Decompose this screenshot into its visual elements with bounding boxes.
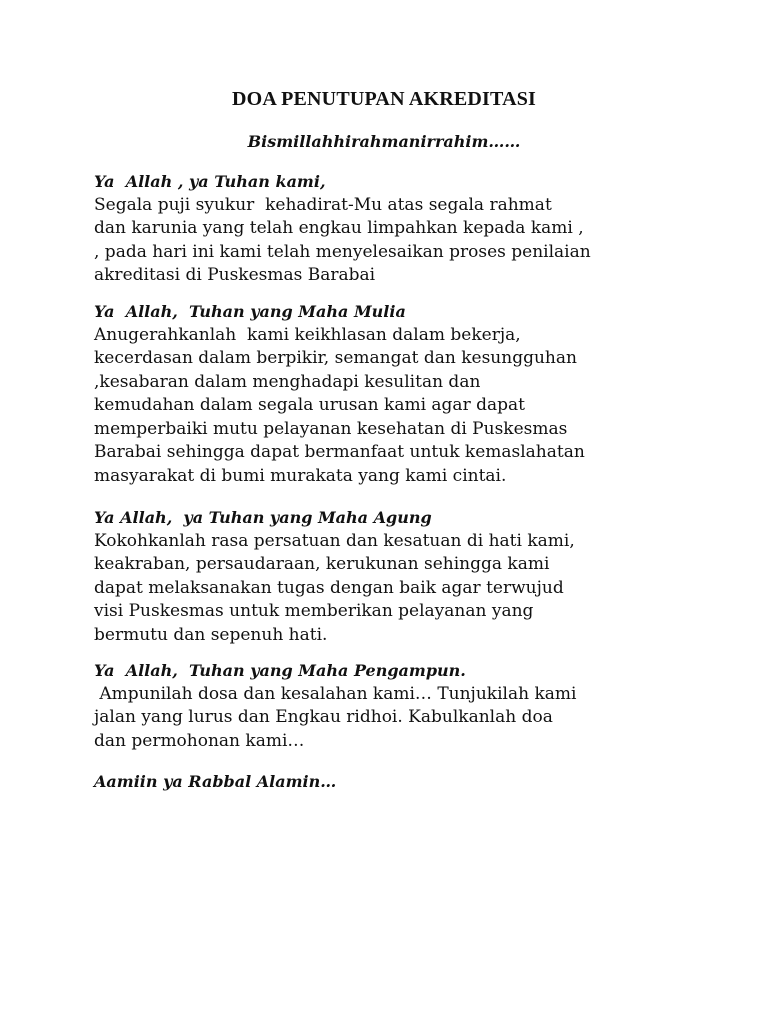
closing-amen: Aamiin ya Rabbal Alamin…	[94, 772, 337, 791]
prayer-paragraph-2	[94, 300, 714, 488]
paragraph-2-line-2: kecerdasan dalam berpikir, semangat dan kesungguhan	[94, 348, 577, 368]
paragraph-4-line-3: dan permohonan kami…	[94, 730, 305, 751]
prayer-paragraph-4	[94, 659, 714, 753]
paragraph-2-line-1: Anugerahkanlah kami keikhlasan dalam bekerja,	[94, 324, 521, 345]
prayer-paragraph-3	[94, 506, 714, 647]
paragraph-3-line-1: Kokohkanlah rasa persatuan dan kesatuan di hati kami,	[94, 530, 575, 551]
paragraph-1-line-2: dan karunia yang telah engkau limpahkan kepada kami ,	[94, 218, 584, 238]
paragraph-2-line-3: ,kesabaran dalam menghadapi kesulitan dan	[94, 371, 481, 392]
paragraph-4-heading: Ya Allah, Tuhan yang Maha Pengampun.	[94, 661, 466, 680]
paragraph-4-line-1: Ampunilah dosa dan kesalahan kami… Tunjukilah kami	[94, 683, 577, 704]
paragraph-1-line-4: akreditasi di Puskesmas Barabai	[94, 265, 376, 285]
prayer-paragraph-1	[94, 170, 714, 288]
document-title: DOA PENUTUPAN AKREDITASI	[231, 88, 537, 110]
paragraph-3-line-2: keakraban, persaudaraan, kerukunan sehingga kami	[94, 554, 550, 574]
paragraph-3-heading: Ya Allah, ya Tuhan yang Maha Agung	[94, 508, 432, 527]
paragraph-1-line-3: , pada hari ini kami telah menyelesaikan proses penilaian	[94, 241, 591, 262]
opening-basmalah: Bismillahhirahmanirrahim……	[247, 132, 521, 151]
paragraph-1-line-1: Segala puji syukur kehadirat-Mu atas segala rahmat	[94, 194, 552, 215]
paragraph-1-heading: Ya Allah , ya Tuhan kami,	[94, 172, 326, 191]
paragraph-2-heading: Ya Allah, Tuhan yang Maha Mulia	[94, 302, 406, 321]
paragraph-2-line-5: memperbaiki mutu pelayanan kesehatan di Puskesmas	[94, 418, 568, 439]
paragraph-2-line-6: Barabai sehingga dapat bermanfaat untuk kemaslahatan	[94, 442, 585, 462]
paragraph-4-line-2: jalan yang lurus dan Engkau ridhoi. Kabulkanlah doa	[94, 707, 553, 727]
paragraph-2-line-4: kemudahan dalam segala urusan kami agar dapat	[94, 395, 525, 415]
paragraph-3-line-5: bermutu dan sepenuh hati.	[94, 624, 328, 645]
paragraph-3-line-4: visi Puskesmas untuk memberikan pelayanan yang	[94, 601, 534, 621]
paragraph-3-line-3: dapat melaksanakan tugas dengan baik agar terwujud	[94, 577, 564, 598]
paragraph-2-line-7: masyarakat di bumi murakata yang kami cintai.	[94, 465, 507, 486]
